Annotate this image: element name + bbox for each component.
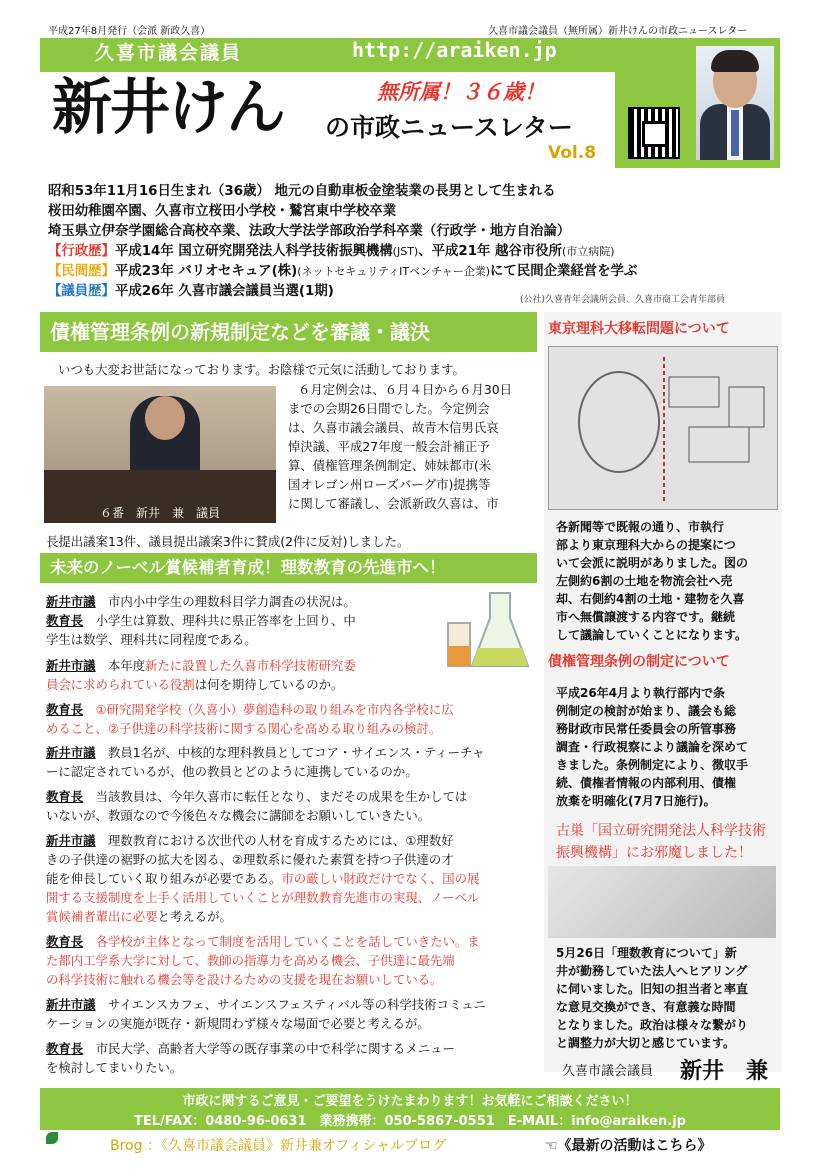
qa-row18: た都内工学系大学に対して、教師の指導力を高める機会、子供達に最先端: [46, 953, 455, 968]
gov-c: 、平成21年 越谷市役所: [418, 244, 563, 259]
qa-row13: きの子供達の裾野の拡大を図る、②理数系に優れた素質を持つ子供達の才: [46, 852, 454, 867]
profile-government: [48, 240, 615, 259]
s1-line7: に関して審議し、会派新政久喜は、市: [288, 496, 499, 511]
gov-a: 平成14年 国立研究開発法人科学技術振興機構: [114, 244, 393, 259]
q2b: 新たに設置した久喜市科学技術研究委: [145, 658, 356, 673]
gov-b: (JST): [392, 245, 419, 258]
jst-visit-title: 古巣「国立研究開発法人科学技術振興機構」にお邪魔しました！: [556, 823, 766, 861]
section1-title: 債権管理条例の新規制定などを審議・議決: [40, 312, 537, 352]
q4f: 賞候補者輩出に必要: [46, 909, 158, 924]
portrait-tie: [731, 110, 739, 156]
jst-line: に伺いました。旧知の担当者と率直: [556, 982, 749, 996]
tus-title: 東京理科大移転問題について: [548, 321, 730, 337]
speaker-edu: 教育長: [46, 1041, 84, 1056]
s1-line6: 国オレゴン州ローズバーグ市)提携等: [288, 477, 491, 492]
gov-d: (市立病院): [562, 245, 615, 258]
qa-row14: [46, 869, 479, 888]
jst-line: な意見交換ができ、有意義な時間: [556, 1000, 736, 1014]
newsletter-label: の市政ニュースレター: [325, 113, 573, 142]
qa-row6: [46, 700, 454, 719]
a2a: ①研究開発学校（久喜小）夢創造科の取り組みを市内各学校に広: [95, 702, 454, 717]
s1-line5: 算、債権管理条例制定、姉妹都市(米: [288, 458, 492, 473]
q2d: は何を期待しているのか。: [194, 677, 344, 692]
council-label: 久喜市議会議員: [95, 42, 243, 64]
speaker-arai: 新井市議: [46, 833, 96, 848]
header-subtitle: 久喜市議会議員（無所属）新井けんの市政ニュースレター: [488, 26, 748, 37]
document-photo: [548, 866, 776, 938]
tag-private: 【民間歴】: [48, 264, 115, 279]
ord-line: 平成26年4月より執行部内で条: [556, 686, 726, 700]
greeting: いつも大変お世話になっております。お陰様で元気に活動しております。: [58, 362, 465, 377]
q1: 市内小中学生の理数科目学力調査の状況は。: [107, 594, 356, 609]
qa-row3: 学生は数学、理科共に同程度である。: [46, 632, 257, 647]
independent-tagline: 無所属！３６歳！: [377, 80, 545, 104]
issue-date: 平成27年8月発行（会派 新政久喜）: [48, 26, 211, 37]
qa-row20: [46, 995, 486, 1014]
q2a: 本年度: [107, 658, 146, 673]
speaker-arai: 新井市議: [46, 745, 96, 760]
qa-row17: [46, 932, 480, 951]
tus-line: 部より東京理科大からの提案につ: [556, 538, 736, 552]
ord-line: きました。条例制定により、徴収手: [556, 758, 749, 772]
tag-government: 【行政歴】: [48, 244, 115, 259]
jst-line: 5月26日「理数教育について」新: [556, 946, 737, 960]
speaker-arai: 新井市議: [46, 594, 96, 609]
q4d: 市の厳しい財政だけでなく、国の展: [281, 871, 480, 886]
pri-c: にて民間企業経営を学ぶ: [490, 264, 638, 279]
q4a: 理数教育における次世代の人材を育成するためには、①理数好: [107, 833, 454, 848]
ord-line: 続、債権者情報の内部利用、債権: [556, 776, 737, 790]
tus-line: 左側約6割の土地を物流会社へ売: [556, 574, 733, 588]
jst-line: となりました。政治は様々な繋がり: [556, 1018, 749, 1032]
s1-line3: は、久喜市議会議員、故青木信男氏哀: [288, 420, 499, 435]
profile-university: 埼玉県立伊奈学園総合高校卒業、法政大学法学部政治学科卒業（行政学・地方自治論）: [48, 224, 571, 239]
qa-row1: [46, 592, 356, 611]
footer-contact[interactable]: TEL/FAX：0480-96-0631 業務携帯：050-5867-0551 E-MAIL：info@araiken.jp: [134, 1114, 686, 1129]
qa-row4: [46, 656, 356, 675]
a5a: 市民大学、高齢者大学等の既存事業の中で科学に関するメニュー: [95, 1041, 455, 1056]
volume-number: Vol.8: [548, 143, 597, 163]
tus-line: 各新聞等で既報の通り、市執行: [556, 520, 725, 534]
memberships: (公社)久喜青年会議所会員、久喜市商工会青年部員: [520, 295, 726, 305]
tus-line: して議論していくことになります。: [556, 628, 748, 642]
signature-role: 久喜市議会議員: [562, 1064, 654, 1079]
tus-body: [556, 518, 776, 644]
leaf-icon: [46, 1132, 58, 1144]
speaker-edu: 教育長: [46, 789, 84, 804]
a4a: 各学校が主体となって制度を活用していくことを話していきたい。ま: [95, 934, 480, 949]
speaker-arai: 新井市議: [46, 997, 96, 1012]
q4g: と考えるが。: [157, 909, 232, 924]
profile-school: 桜田幼稚園卒園、久喜市立桜田小学校・鷲宮東中学校卒業: [48, 204, 397, 219]
jst-line: と調整力が大切と感じています。: [556, 1036, 736, 1050]
speaker-edu: 教育長: [46, 934, 84, 949]
q5a: サイエンスカフェ、サイエンスフェスティバル等の科学技術コミュニ: [107, 997, 486, 1012]
q4c: 能を伸長していく取り組みが必要である。: [46, 871, 282, 886]
speaker-face: [145, 396, 185, 440]
speaker-edu: 教育長: [46, 702, 84, 717]
qa-row19: の科学技術に触れる機会等を設けるための支援を現在お願いしている。: [46, 972, 443, 987]
qa-row7: めること、②子供達の科学技術に関する関心を高める取り組みの検討。: [46, 721, 442, 736]
blog-link[interactable]: Brog ：《久喜市議会議員》新井兼オフィシャルブログ: [110, 1138, 447, 1154]
qa-row21: ケーションの実施が既存・新規問わず様々な場面で必要と考えるが。: [46, 1016, 430, 1031]
portrait-hair: [711, 50, 759, 72]
ord-line: 放棄を明確化(7月7日施行)。: [556, 794, 716, 808]
s1-line4: 悼決議、平成27年度一般会計補正予: [288, 439, 490, 454]
qa-row9: ーに認定されているが、他の教員とどのように連携しているのか。: [46, 764, 418, 779]
tus-line: 却、右側約4割の土地・建物を久喜: [556, 592, 745, 606]
qa-row11: いないが、教頭なので今後色々な機会に講師をお願いしていきたい。: [46, 808, 431, 823]
latest-activity-link[interactable]: ☜《最新の活動はこちら》: [545, 1138, 712, 1154]
flask-icon: [440, 588, 530, 673]
qa-row2: [46, 611, 356, 630]
jst-body: [556, 944, 776, 1052]
s1-line8: 長提出議案13件、議員提出議案3件に賛成(2件に反対)しました。: [46, 534, 410, 549]
a3a: 当該教員は、今年久喜市に転任となり、まだその成果を生かしては: [95, 789, 468, 804]
a1a: 小学生は算数、理科共に県正答率を上回り、中: [95, 613, 356, 628]
qa-row10: [46, 787, 467, 806]
ordinance-body: [556, 684, 776, 810]
tus-line: 市へ無償譲渡する内容です。継続: [556, 610, 736, 624]
qr-code-center: [642, 121, 668, 147]
ord-line: 例制定の検討が始まり、議会も総: [556, 704, 737, 718]
footer-invitation: 市政に関するご意見・ご要望をうけたまわります！お気軽にご相談ください！: [182, 1094, 638, 1109]
qa-row23: を検討してまいりたい。: [46, 1060, 183, 1075]
qa-row15: 開する支援制度を上手く活用していくことが理数教育先進市の実現、ノーベル: [46, 890, 480, 905]
video-caption: ６番 新井 兼 議員: [99, 506, 220, 520]
qa-row5: [46, 675, 343, 694]
tus-line: いて会派に説明がありました。図の: [556, 556, 749, 570]
mem-a: 平成26年 久喜市議会議員当選(1期): [114, 284, 334, 299]
ord-line: 務財政市民常任委員会の所管事務: [556, 722, 737, 736]
qa-row12: [46, 831, 454, 850]
tag-council: 【議員歴】: [48, 284, 115, 299]
ordinance-title: 債権管理条例の制定について: [548, 654, 730, 670]
qa-row8: [46, 743, 484, 762]
q2c: 員会に求められている役割: [46, 677, 195, 692]
qa-row22: [46, 1039, 455, 1058]
q3a: 教員1名が、中核的な理科教員としてコア・サイエンス・ティーチャ: [107, 745, 485, 760]
qa-row16: [46, 907, 232, 926]
profile-birth: 昭和53年11月16日生まれ（36歳） 地元の自動車板金塗装業の長男として生まれる: [48, 184, 556, 199]
speaker-arai: 新井市議: [46, 658, 96, 673]
pri-b: (ネットセキュリティITベンチャー企業): [297, 265, 491, 278]
website-link[interactable]: http://araiken.jp: [352, 38, 557, 62]
masthead-name: 新井けん: [52, 73, 284, 143]
jst-line: 井が勤務していた法人へヒアリング: [556, 964, 748, 978]
s1-line1: ６月定例会は、６月４日から６月30日: [298, 382, 513, 397]
section2-title: 未来のノーベル賞候補者育成！理数教育の先進市へ！: [40, 553, 537, 583]
ord-line: 調査・行政視察により議論を深めて: [556, 740, 749, 754]
campus-map-image: [548, 346, 778, 510]
signature-name: 新井 兼: [680, 1058, 769, 1084]
profile-private: [48, 260, 637, 279]
speaker-edu: 教育長: [46, 613, 84, 628]
s1-line2: までの会期26日間でした。今定例会: [288, 401, 490, 416]
profile-council: [48, 280, 334, 299]
pri-a: 平成23年 バリオセキュア(株): [114, 264, 298, 279]
